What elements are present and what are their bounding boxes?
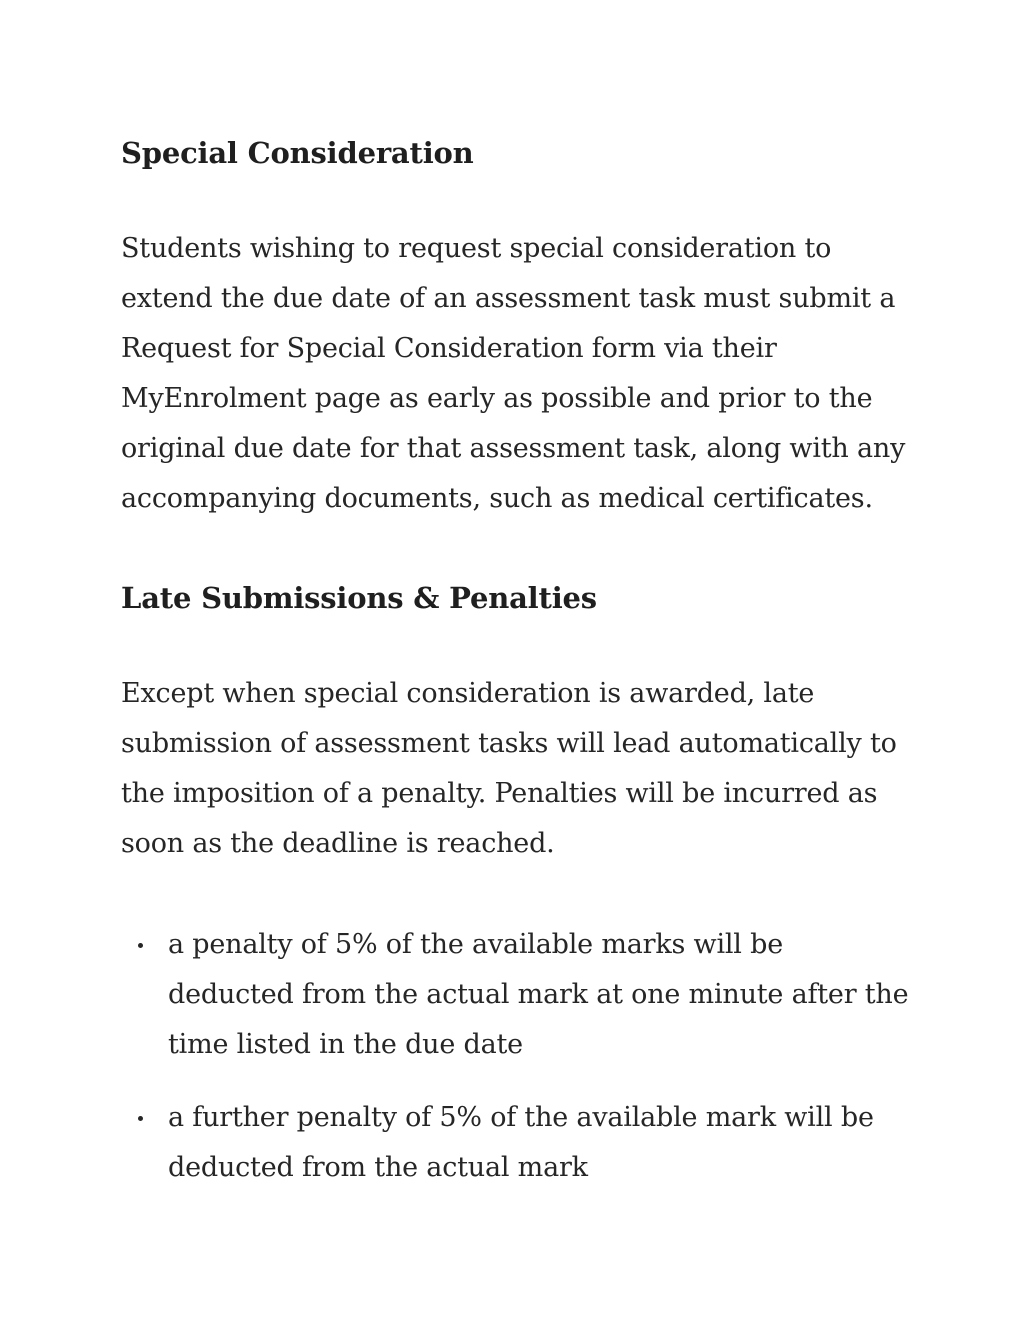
late-submissions-paragraph: Except when special consideration is awarded, late submission of assessment tasks will lead automatically to the imposition of a penalty. Penalties will be incurred as soon as the deadline is reached. <box>121 678 897 859</box>
bullet-icon <box>138 943 143 948</box>
heading-late-submissions: Late Submissions & Penalties <box>121 581 597 615</box>
penalty-list <box>121 920 911 1193</box>
bullet-icon <box>138 1116 143 1121</box>
list-item-text: a penalty of 5% of the available marks will be deducted from the actual mark at one minute after the time listed in the due date <box>168 929 909 1060</box>
list-item-text: a further penalty of 5% of the available mark will be deducted from the actual mark <box>168 1102 874 1183</box>
heading-special-consideration: Special Consideration <box>121 136 474 170</box>
list-item <box>121 920 911 1070</box>
list-item <box>121 1093 911 1193</box>
document-body <box>121 132 911 1216</box>
special-consideration-paragraph: Students wishing to request special consideration to extend the due date of an assessment task must submit a Request for Special Consideration form via their MyEnrolment page as early as possible and prior to the original due date for that assessment task, along with any accompanying documents, such as medical certificates. <box>121 233 906 514</box>
